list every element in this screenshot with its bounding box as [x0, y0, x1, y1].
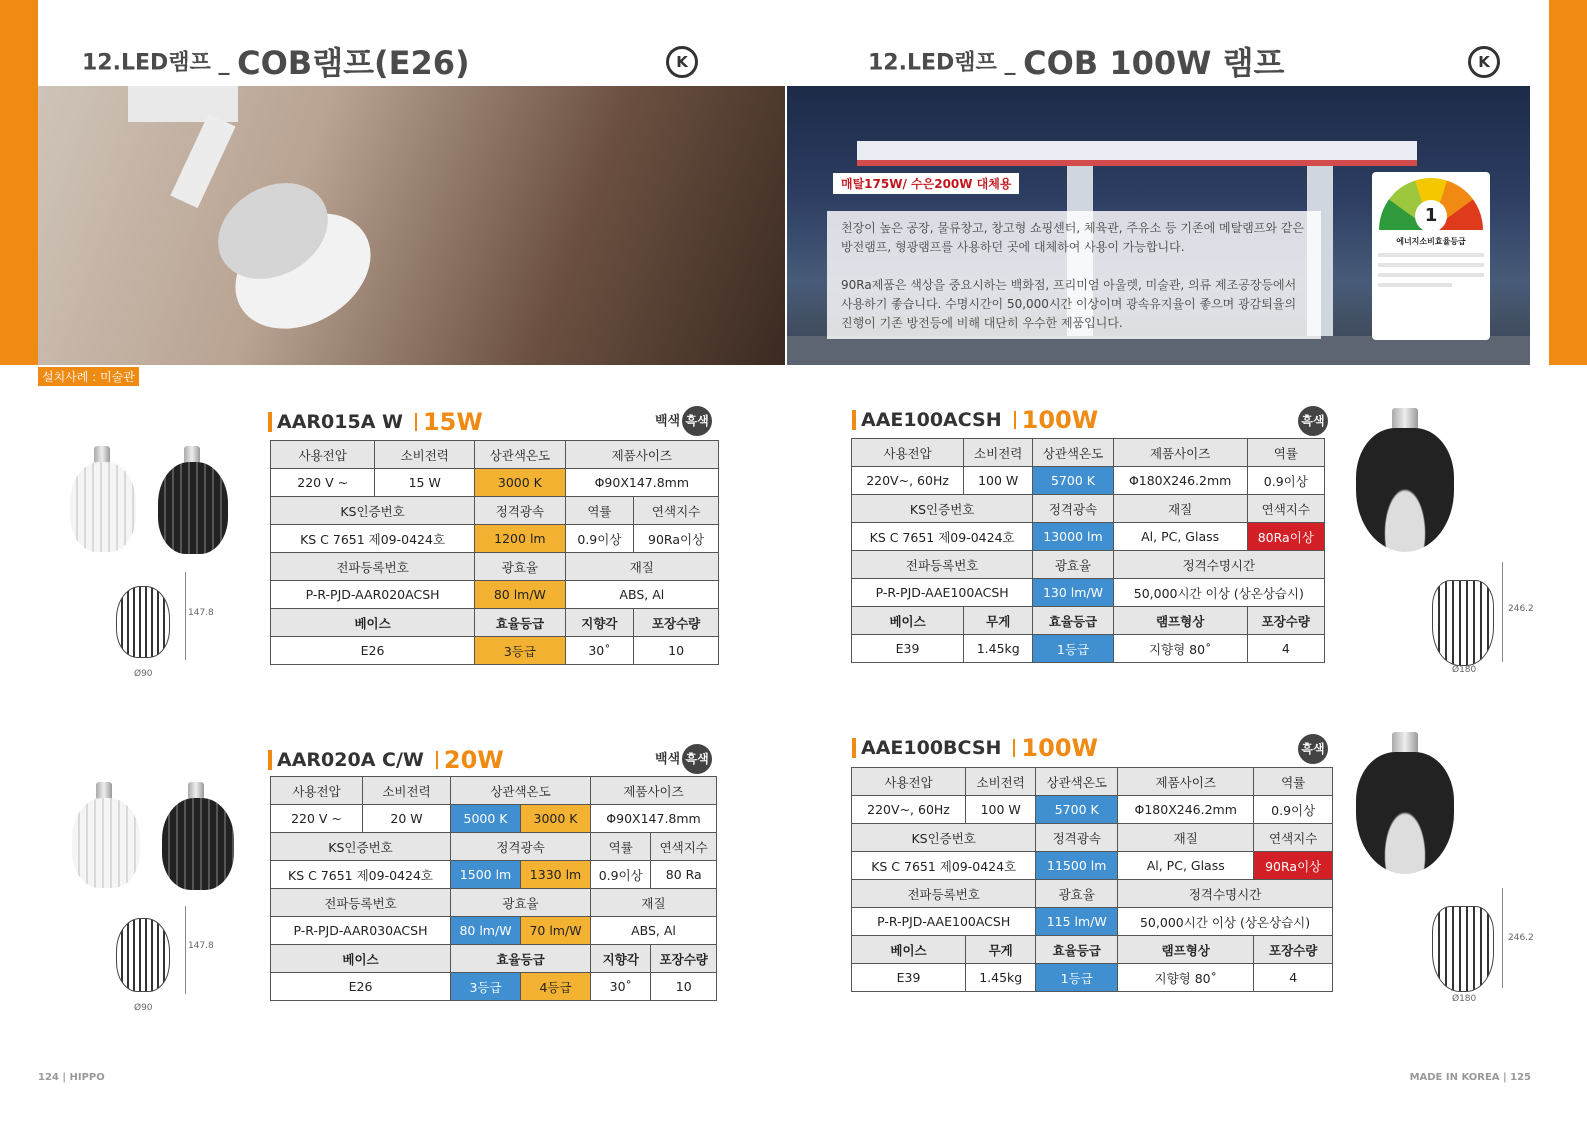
track-light-illustration	[38, 86, 785, 365]
ks-cert-icon: K	[666, 46, 698, 78]
product-title-aae100bcsh: AAE100BCSH 100W	[852, 734, 1098, 762]
product-description: 천장이 높은 공장, 물류창고, 창고형 쇼핑센터, 체육관, 주유소 등 기존에 메탈램프와 같은 방전램프, 형광램프를 사용하던 곳에 대체하여 사용이 가능합니다. 90Ra제품은 색상을 중요시하는 백화점, 프리미엄 아울렛, 미술관, 의류 제조공장등에서 사용하기 좋습니다. 수명시간이 50,000시간 이상이며 광속유지율이 좋으며 광감퇴율의 진행이 기존 방전등에 비해 대단히 우수한 제품입니다.	[827, 211, 1321, 339]
spec-table-aar015a: 사용전압 소비전력 상관색온도 제품사이즈 220 V ~ 15 W 3000 K Φ90X147.8mm KS인증번호 정격광속 역률 연색지수 KS C 7651 제09-0424호 1200 lm 0.9이상 90Ra이상 전파등록번호 광효율 재질 P-R-PJD-AAR020ACSH 80 lm/W ABS, Al 베이스 효율등급 지향각 포장수량 E26 3등급 30˚ 10	[270, 440, 719, 665]
product-title-aar015a: AAR015A W 15W	[268, 408, 483, 436]
energy-efficiency-label: 1 에너지소비효율등급	[1372, 172, 1490, 340]
spec-table-aae100acsh: 사용전압 소비전력 상관색온도 제품사이즈 역률 220V~, 60Hz 100 W 5700 K Φ180X246.2mm 0.9이상 KS인증번호 정격광속 재질 연색지수 KS C 7651 제09-0424호 13000 lm Al, PC, Glass 80Ra이상 전파등록번호 광효율 정격수명시간 P-R-PJD-AAE100ACSH 130 lm/W 50,000시간 이상 (상온상습시) 베이스 무게 효율등급 램프형상 포장수량 E39 1.45kg 1등급 지향형 80˚ 4	[851, 438, 1325, 663]
color-options: 흑색	[1296, 406, 1328, 436]
efficiency-gauge-icon: 1	[1379, 178, 1483, 230]
catalog-spread: 12.LED램프 _ COB램프(E26) K 12.LED램프 _ COB 100W 램프 K 설치사례 : 미술관 매탈175W/ 수은200W 대체용 천장이 높은 공장, 물류창고, 창고형 쇼핑센터, 체육관, 주유소 등 기존에 메탈램프와 같은 방전램프, 형광램프를 사용하던 곳에 대체하여 사용이 가능합니다. 90Ra제품은 색상을 중요시하는 백화점, 프리미엄 아울렛, 미술관, 의류 제조공장등에서 사용하기 좋습니다. 수명시간이 50,000시간 이상이며 광속유지율이 좋으며 광감퇴율의 진행이 기존 방전등에 비해 대단히 우수한 제품입니다. 1 에너지소비효율등급 AAR015A W 15W 백색 흑색 사용전압 소비전력 상관색온도 제품사이즈 220 V ~ 15 W 3000 K Φ90X147.8mm KS인증번호 정격광속 역률 연색지수 KS C 7651 제09-0424호 1200 lm 0.9이상 90Ra이상 전파등록번호 광효율 재질 P-R-PJD-AAR020ACSH 80 lm/W ABS, Al 베이스 효율등급 지향각 포장수량 E26 3등급 30˚ 10 147.8 Ø90 AAR020A C/W 20W 백색 흑색 사용전압 소비전력 상관색온도 제품사이즈 220 V ~ 20 W 5000 K 3000 K Φ90X147.8mm KS인증번호 정격광속 역률 연색지수 KS C 7651 제09-0424호 1500 lm 1330 lm 0.9이상 80 Ra 전파등록번호 광효율 재질 P-R-PJD-AAR030ACSH 80 lm/W 70 lm/W ABS, Al 베이스 효율등급 지향각 포장수량 E26 3등급 4등급 30˚ 10 147.8 Ø90 AAE100ACSH 100W 흑색 사용전압 소비전력 상관색온도 제품사이즈 역률 220V~, 60Hz 100 W 5700 K Φ180X246.2mm 0.9이상 KS인증번호 정격광속 재질 연색지수 KS C 7651 제09-0424호 13000 lm Al, PC, Glass 80Ra이상 전파등록번호 광효율 정격수명시간 P-R-PJD-AAE100ACSH 130 lm/W 50,000시간 이상 (상온상습시) 베이스 무게 효율등급 램프형상 포장수량 E39 1.45kg 1등급 지향형 80˚ 4 246.2 Ø180 AAE100BCSH 100W 흑색 사용전압 소비전력 상관색온도 제품사이즈 역률 220V~, 60Hz 100 W 5700 K Φ180X246.2mm 0.9이상 KS인증번호 정격광속 재질 연색지수 KS C 7651 제09-0424호 11500 lm Al, PC, Glass 90Ra이상 전파등록번호 광효율 정격수명시간 P-R-PJD-AAE100ACSH 115 lm/W 50,000시간 이상 (상온상습시) 베이스 무게 효율등급 램프형상 포장수량 E39 1.45kg 1등급 지향형 80˚ 4 246.2 Ø180 124 | HIPPO MADE IN KOREA | 125	[0, 0, 1587, 1123]
color-options: 백색 흑색	[655, 406, 712, 436]
left-page-title: 12.LED램프 _ COB램프(E26)	[82, 44, 470, 82]
product-title-aae100acsh: AAE100ACSH 100W	[852, 406, 1098, 434]
spec-table-aae100bcsh: 사용전압 소비전력 상관색온도 제품사이즈 역률 220V~, 60Hz 100 W 5700 K Φ180X246.2mm 0.9이상 KS인증번호 정격광속 재질 연색지수 KS C 7651 제09-0424호 11500 lm Al, PC, Glass 90Ra이상 전파등록번호 광효율 정격수명시간 P-R-PJD-AAE100ACSH 115 lm/W 50,000시간 이상 (상온상습시) 베이스 무게 효율등급 램프형상 포장수량 E39 1.45kg 1등급 지향형 80˚ 4	[851, 767, 1333, 992]
footer-right: MADE IN KOREA | 125	[1409, 1072, 1531, 1083]
ks-cert-icon: K	[1468, 46, 1500, 78]
right-accent-bar	[1549, 0, 1587, 365]
install-caption: 설치사례 : 미술관	[38, 367, 139, 386]
right-page-title: 12.LED램프 _ COB 100W 램프	[868, 44, 1285, 82]
left-accent-bar	[0, 0, 38, 365]
product-title-aar020a: AAR020A C/W 20W	[268, 746, 504, 774]
color-options: 흑색	[1296, 734, 1328, 764]
replacement-banner: 매탈175W/ 수은200W 대체용	[833, 173, 1019, 194]
color-options: 백색 흑색	[655, 744, 712, 774]
footer-left: 124 | HIPPO	[38, 1072, 105, 1083]
gallery-install-photo	[38, 86, 785, 365]
spec-table-aar020a: 사용전압 소비전력 상관색온도 제품사이즈 220 V ~ 20 W 5000 K 3000 K Φ90X147.8mm KS인증번호 정격광속 역률 연색지수 KS C 7651 제09-0424호 1500 lm 1330 lm 0.9이상 80 Ra 전파등록번호 광효율 재질 P-R-PJD-AAR030ACSH 80 lm/W 70 lm/W ABS, Al 베이스 효율등급 지향각 포장수량 E26 3등급 4등급 30˚ 10	[270, 776, 717, 1001]
